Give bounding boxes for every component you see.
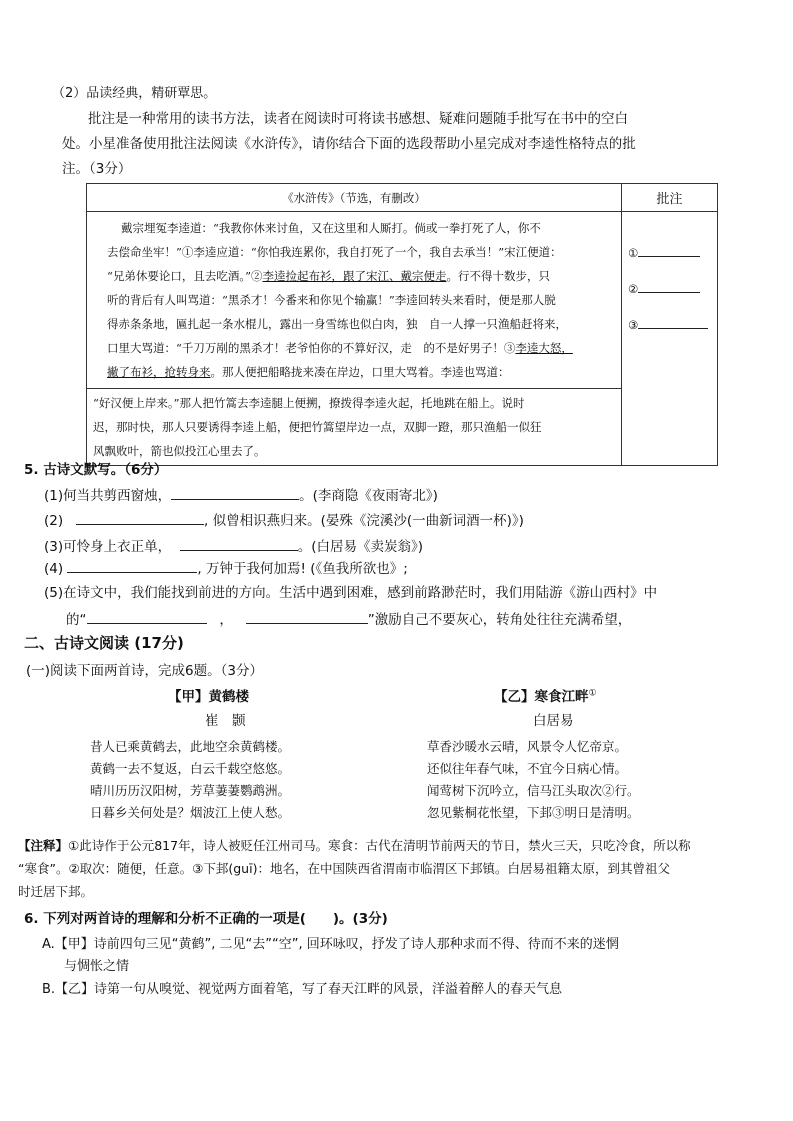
sub-question-heading: （2）品读经典，精研覃思。 xyxy=(52,86,217,101)
intro-text-line: 处。小星准备使用批注法阅读《水浒传》，请你结合下面的选段帮助小星完成对李逵性格特点的批 xyxy=(62,136,636,152)
excerpt-text: 。那人便把船略拢来凑在岸边，口里大骂着。李逵也骂道： xyxy=(210,365,510,379)
poem-a-body xyxy=(90,736,290,824)
excerpt-line xyxy=(87,336,621,360)
poem-a-author: 崔 颢 xyxy=(205,713,246,729)
q5-item-1: (1)何当共剪西窗烛， 。(李商隐《夜雨寄北》) xyxy=(44,484,438,504)
excerpt-text: “兄弟休要论口，且去吃酒。”② xyxy=(107,269,263,283)
poem-line: 闻莺树下沉吟立，信马江头取次②行。 xyxy=(427,783,640,798)
excerpt-line xyxy=(87,288,621,312)
intro-text-line: 批注是一种常用的读书方法，读者在阅读时可将读书感想、疑难问题随手批写在书中的空白 xyxy=(88,111,628,127)
option-a-line-1[interactable]: A.【甲】诗前四句三见“黄鹤”, 二见“去”“空”, 回环咏叹，抒发了诗人那种求而不得、待而不来的迷惘 xyxy=(42,937,619,952)
q5-item-5-answer-line: 的“ ， ”激励自己不要灰心，转角处往往充满希望， xyxy=(66,608,631,628)
answer-blank[interactable] xyxy=(171,485,299,500)
table-header-excerpt: 《水浒传》（节选，有删改） xyxy=(87,184,622,212)
poem-line: 日暮乡关何处是？烟波江上使人愁。 xyxy=(90,805,291,820)
option-b[interactable]: B.【乙】诗第一句从嗅觉、视觉两方面着笔，写了春天江畔的风景，洋溢着醉人的春天气息 xyxy=(42,982,563,997)
notes-line-3: 时迁居下邽。 xyxy=(18,884,94,899)
excerpt-line xyxy=(87,216,621,240)
answer-blank[interactable] xyxy=(67,558,197,573)
excerpt-line xyxy=(87,360,621,384)
poem-line: 草香沙暖水云晴，风景令人忆帝京。 xyxy=(427,739,628,754)
underlined-phrase: 李逵捡起布衫，跟了宋江、戴宗便走 xyxy=(262,269,447,283)
excerpt-paragraph-2 xyxy=(87,389,621,465)
excerpt-line xyxy=(87,240,621,264)
poem-line: 昔人已乘黄鹤去，此地空余黄鹤楼。 xyxy=(90,739,291,754)
excerpt-text: 得赤条条地，匾扎起一条水棍儿，露出一身雪练也似白肉，独 自一人撑一只渔船赶将来， xyxy=(107,317,567,331)
poem-a-title: 【甲】黄鹤楼 xyxy=(168,689,249,705)
poem-line: 还似往年春气味，不宜今日病心情。 xyxy=(427,761,628,776)
excerpt-line: “好汉便上岸来。”那人把竹篙去李逵腿上便搠，撩拨得李逵火起，托地跳在船上。说时 xyxy=(93,396,525,410)
answer-blank[interactable] xyxy=(180,536,298,551)
poem-line: 晴川历历汉阳树，芳草萋萋鹦鹉洲。 xyxy=(90,783,291,798)
q5-item-5: (5)在诗文中，我们能找到前进的方向。生活中遇到困难，感到前路渺茫时，我们用陆游《游山西村》中 xyxy=(44,585,658,601)
notes-line-2: “寒食”。②取次：随便，任意。③下邽(guī)：地名，在中国陕西省渭南市临渭区下邽镇。白居易祖籍太原，到其曾祖父 xyxy=(18,861,670,876)
poem-b-body xyxy=(427,736,640,824)
notes-line-1: 【注释】①此诗作于公元817年，诗人被贬任江州司马。寒食：古代在清明节前两天的节日，禁火三天，只吃冷食，所以称 xyxy=(18,838,691,853)
poem-b-title: 【乙】寒食江畔① xyxy=(494,688,597,705)
excerpt-paragraph-1 xyxy=(87,212,621,389)
poem-line: 忽见紫桐花怅望，下邽③明日是清明。 xyxy=(427,805,640,820)
excerpt-text: 去偿命坐牢！”①李逵应道：“你怕我连累你，我自打死了一个，我自去承当！”宋江便道： xyxy=(107,245,562,259)
annotation-table xyxy=(86,183,718,466)
poem-line: 黄鹤一去不复返，白云千载空悠悠。 xyxy=(90,761,291,776)
excerpt-text: 口里大骂道：“千刀万剐的黑杀才！老爷怕你的不算好汉，走 的不是好男子！③ xyxy=(107,341,516,355)
excerpt-line xyxy=(87,312,621,336)
annotation-line-2[interactable]: ② xyxy=(622,278,717,314)
question-5-title: 5. 古诗文默写。（6分） xyxy=(24,462,168,478)
poem-b-author: 白居易 xyxy=(533,713,574,729)
answer-blank[interactable] xyxy=(87,609,207,624)
excerpt-text: 戴宗埋冤李逵道：“我教你休来讨鱼，又在这里和人厮打。倘或一拳打死了人，你不 xyxy=(121,221,541,235)
underlined-phrase: 撇了布衫，抢转身来 xyxy=(107,365,211,379)
excerpt-text: 。行不得十数步，只 xyxy=(446,269,551,283)
q5-item-3: (3)可怜身上衣正单， 。(白居易《卖炭翁》) xyxy=(44,535,423,555)
answer-blank[interactable] xyxy=(76,510,204,525)
annotation-cell xyxy=(622,212,718,466)
section-2-sub-instruction: (一)阅读下面两首诗，完成6题。（3分） xyxy=(26,663,263,679)
table-header-annotation: 批注 xyxy=(622,184,718,212)
option-a-line-2: 与惆怅之情 xyxy=(64,959,130,974)
underlined-phrase: 李逵大怒， xyxy=(515,341,573,355)
excerpt-cell xyxy=(87,212,622,466)
section-2-title: 二、古诗文阅读 (17分) xyxy=(24,634,184,652)
question-6-title: 6. 下列对两首诗的理解和分析不正确的一项是( )。(3分) xyxy=(24,911,388,927)
q5-item-2: (2) , 似曾相识燕归来。(晏殊《浣溪沙(一曲新词酒一杯)》) xyxy=(44,509,524,529)
intro-text-line: 注。（3分） xyxy=(62,161,132,177)
q5-item-4: (4) , 万钟于我何加焉! (《鱼我所欲也》; xyxy=(44,557,408,577)
excerpt-text: 听的背后有人叫骂道：“黑杀才！今番来和你见个输赢！”李逵回转头来看时，便是那人脱 xyxy=(107,293,556,307)
answer-blank[interactable] xyxy=(246,609,368,624)
excerpt-line: 迟，那时快，那人只要诱得李逵上船，便把竹篙望岸边一点，双脚一蹬，那只渔船一似狂 xyxy=(93,420,542,434)
excerpt-line: 风飘败叶，箭也似投江心里去了。 xyxy=(93,444,266,458)
excerpt-line xyxy=(87,264,621,288)
annotation-line-3[interactable]: ③ xyxy=(622,314,717,350)
annotation-line-1[interactable]: ① xyxy=(622,242,717,278)
